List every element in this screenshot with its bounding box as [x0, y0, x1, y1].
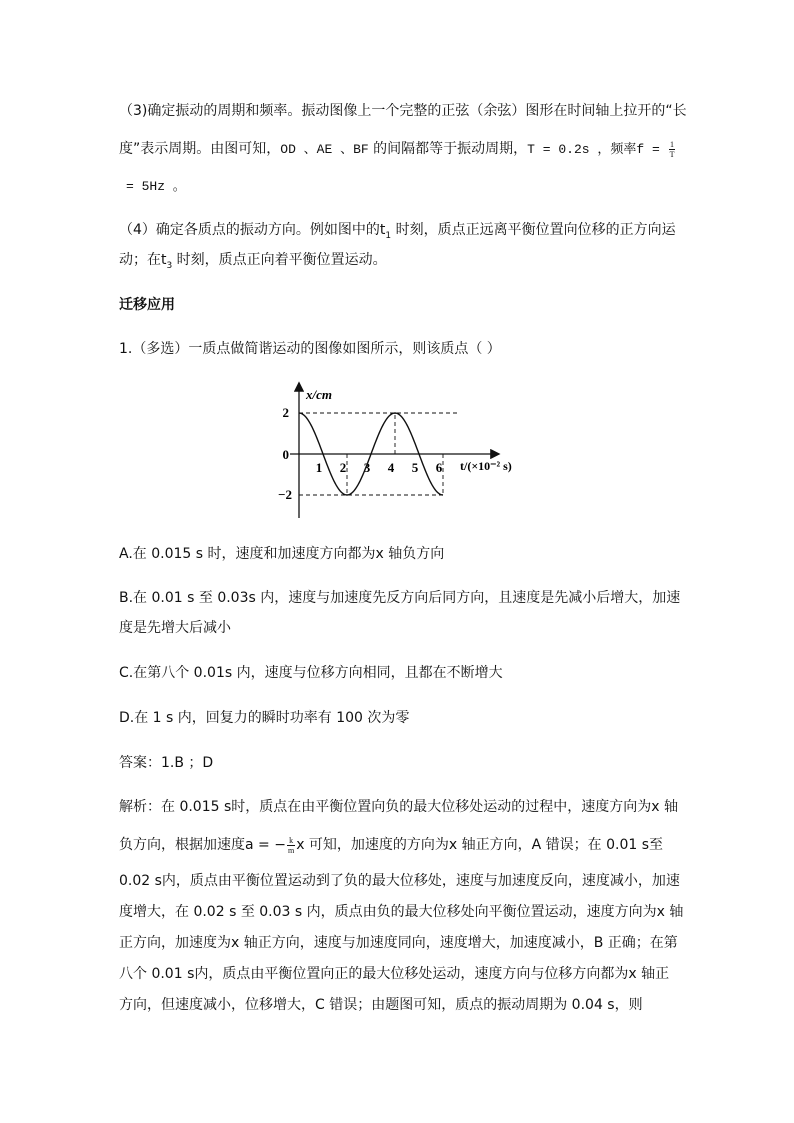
analysis-line2-a: 负方向，根据加速度a = −	[119, 837, 286, 853]
para4-line2-sub: 3	[166, 260, 173, 271]
para3-line1: （3)确定振动的周期和频率。振动图像上一个完整的正弦（余弦）图形在时间轴上拉开的“长	[119, 103, 687, 119]
x-tick-1: 1	[315, 460, 323, 475]
y-tick-2: 2	[282, 405, 289, 420]
y-tick-neg2: −2	[278, 487, 292, 502]
para3-line2-text-c: 的间隔都等于振动周期，	[368, 141, 528, 157]
analysis-line5: 正方向，加速度为x 轴正方向，速度与加速度同向，速度增大，加速度减小，B 正确；在第	[119, 935, 678, 951]
para4-line2	[119, 245, 679, 281]
para4-line2-b: 时刻，质点正向着平衡位置运动。	[172, 252, 387, 268]
para4-line1-a: （4）确定各质点的振动方向。例如图中的t	[119, 222, 386, 238]
x-tick-4: 4	[387, 460, 395, 475]
question-text: 1.（多选）一质点做简谐运动的图像如图所示，则该质点（ ）	[119, 341, 501, 357]
option-b-line2: 度是先增大后减小	[119, 620, 231, 636]
x-axis-label: t/(×10⁻² s)	[460, 459, 512, 473]
analysis-line7: 方向，但速度减小，位移增大，C 错误；由题图可知，质点的振动周期为 0.04 s，则	[119, 997, 643, 1013]
analysis-line3: 0.02 s内，质点由平衡位置运动到了负的最大位移处，速度与加速度反向，速度减小，加速	[119, 873, 680, 889]
answer-text: 答案：1.B ；D	[119, 755, 214, 771]
analysis-line1: 解析：在 0.015 s时，质点在由平衡位置向负的最大位移处运动的过程中，速度方向为x 轴	[119, 799, 679, 815]
analysis-line4: 度增大，在 0.02 s 至 0.03 s 内，质点由负的最大位移处向平衡位置运动，速度方向为x 轴	[119, 904, 684, 920]
section-title: 迁移应用	[119, 297, 175, 313]
y-axis-label: x/cm	[306, 387, 332, 402]
fraction-m: m	[287, 845, 295, 855]
x-tick-3: 3	[363, 460, 371, 475]
x-tick-6: 6	[435, 460, 443, 475]
analysis-line2	[119, 830, 679, 860]
option-c: C.在第八个 0.01s 内，速度与位移方向相同，且都在不断增大	[119, 665, 503, 681]
para3-line2-labels: OD 、AE 、BF	[280, 142, 369, 157]
analysis-line2-b: x 可知，加速度的方向为x 轴正方向，A 错误；在 0.01 s至	[296, 837, 664, 853]
analysis-line6: 八个 0.01 s内，质点由平衡位置向正的最大位移处运动，速度方向与位移方向都为x 轴正	[119, 966, 670, 982]
para3-line2	[119, 134, 679, 165]
para4-line2-a: 动；在t	[119, 252, 167, 268]
k-over-m-fraction	[287, 836, 295, 855]
fraction-denominator: T	[669, 149, 675, 159]
option-a: A.在 0.015 s 时，速度和加速度方向都为x 轴负方向	[119, 546, 445, 562]
para4-line1-b: 时刻，质点正远离平衡位置向位移的正方向运	[391, 222, 676, 238]
frequency-fraction	[669, 140, 676, 159]
x-tick-5: 5	[411, 460, 419, 475]
x-tick-2: 2	[339, 460, 347, 475]
y-tick-0: 0	[282, 447, 289, 462]
para3-period: T = 0.2s ，频率f =	[527, 142, 668, 157]
fraction-k: k	[287, 836, 295, 846]
para4-line1-sub: 1	[385, 230, 392, 241]
fraction-numerator: 1	[670, 139, 674, 149]
option-d: D.在 1 s 内，回复力的瞬时功率有 100 次为零	[119, 710, 410, 726]
vibration-graph	[262, 378, 534, 523]
option-b-line1: B.在 0.01 s 至 0.03s 内，速度与加速度先反方向后同方向，且速度是先减小后增大，加速	[119, 590, 681, 606]
para3-line3: = 5Hz 。	[126, 179, 186, 194]
para3-line2-text-a: 度”表示周期。由图可知，	[119, 141, 281, 157]
